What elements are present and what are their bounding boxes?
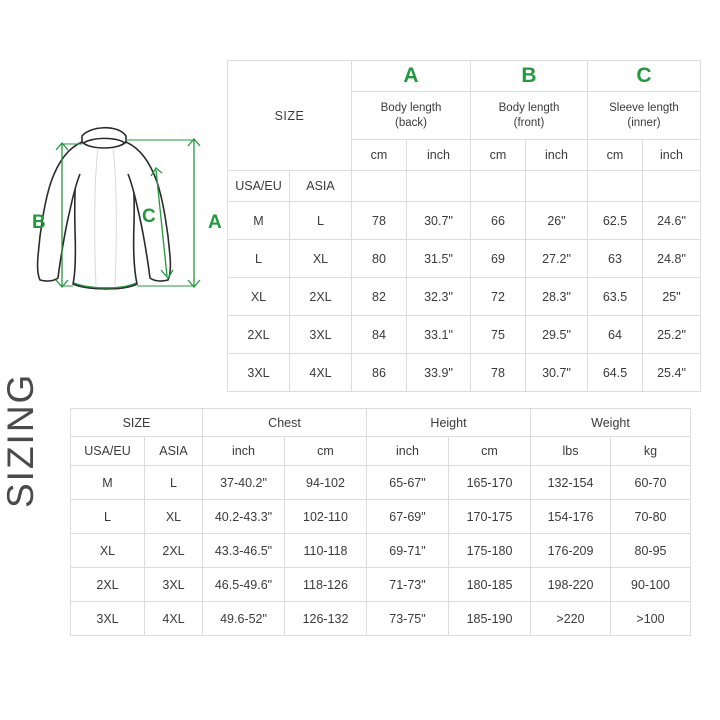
table-row	[71, 534, 691, 568]
cell: 198-220	[531, 568, 611, 602]
subheader-chest-inch: inch	[203, 437, 285, 466]
cell: 3XL	[145, 568, 203, 602]
cell: 82	[352, 278, 407, 316]
cell: 2XL	[290, 278, 352, 316]
cell: 62.5	[588, 202, 643, 240]
table-row	[228, 354, 701, 392]
header-group-height: Height	[367, 409, 531, 437]
header-desc-c-line1: Sleeve length	[609, 101, 679, 114]
cell: 27.2"	[526, 240, 588, 278]
header-letter-c: C	[588, 61, 701, 92]
cell: 180-185	[449, 568, 531, 602]
subheader-inch-a: inch	[407, 140, 471, 171]
header-desc-a	[352, 92, 471, 140]
marker-a: A	[208, 212, 222, 233]
cell: 110-118	[285, 534, 367, 568]
jersey-illustration	[18, 110, 228, 325]
cell: 64	[588, 316, 643, 354]
cell: 132-154	[531, 466, 611, 500]
cell: 2XL	[228, 316, 290, 354]
table-row	[228, 202, 701, 240]
garment-measurements-table	[227, 60, 701, 392]
cell: 170-175	[449, 500, 531, 534]
cell: 94-102	[285, 466, 367, 500]
table-header-row	[71, 409, 691, 437]
spacer-cell-3	[471, 171, 526, 202]
cell: M	[228, 202, 290, 240]
header-letter-b: B	[471, 61, 588, 92]
subheader-height-inch: inch	[367, 437, 449, 466]
cell: 24.6"	[643, 202, 701, 240]
cell: 75	[471, 316, 526, 354]
subheader-inch-c: inch	[643, 140, 701, 171]
cell: 63.5	[588, 278, 643, 316]
cell: 25"	[643, 278, 701, 316]
table-header-row	[228, 61, 701, 92]
table-row	[228, 278, 701, 316]
cell: 32.3"	[407, 278, 471, 316]
cell: 2XL	[71, 568, 145, 602]
cell: 71-73"	[367, 568, 449, 602]
cell: 84	[352, 316, 407, 354]
cell: L	[290, 202, 352, 240]
cell: 4XL	[145, 602, 203, 636]
spacer-cell-6	[643, 171, 701, 202]
cell: 25.4"	[643, 354, 701, 392]
header-desc-c-line2: (inner)	[627, 116, 661, 129]
subheader-asia: ASIA	[290, 171, 352, 202]
cell: 72	[471, 278, 526, 316]
cell: 3XL	[228, 354, 290, 392]
cell: 78	[352, 202, 407, 240]
cell: 31.5"	[407, 240, 471, 278]
cell: XL	[228, 278, 290, 316]
cell: 66	[471, 202, 526, 240]
cell: 154-176	[531, 500, 611, 534]
cell: 65-67"	[367, 466, 449, 500]
cell: 175-180	[449, 534, 531, 568]
table-subheader-row	[71, 437, 691, 466]
cell: M	[71, 466, 145, 500]
header-desc-b-line1: Body length	[498, 101, 560, 114]
subheader-cm-c: cm	[588, 140, 643, 171]
header-desc-a-line1: Body length	[380, 101, 442, 114]
cell: XL	[145, 500, 203, 534]
subheader-cm-b: cm	[471, 140, 526, 171]
table-row	[71, 500, 691, 534]
cell: 80-95	[611, 534, 691, 568]
cell: 37-40.2"	[203, 466, 285, 500]
cell: 78	[471, 354, 526, 392]
cell: 64.5	[588, 354, 643, 392]
cell: 46.5-49.6"	[203, 568, 285, 602]
table-row	[71, 602, 691, 636]
cell: L	[71, 500, 145, 534]
table-row	[228, 316, 701, 354]
cell: 165-170	[449, 466, 531, 500]
cell: 33.9"	[407, 354, 471, 392]
header-desc-c	[588, 92, 701, 140]
cell: XL	[290, 240, 352, 278]
cell: 102-110	[285, 500, 367, 534]
header-group-size: SIZE	[71, 409, 203, 437]
header-desc-b-line2: (front)	[513, 116, 545, 129]
garment-diagram	[18, 110, 228, 325]
subheader-usaeu: USA/EU	[228, 171, 290, 202]
spacer-cell-5	[588, 171, 643, 202]
cell: 28.3"	[526, 278, 588, 316]
spacer-cell-2	[407, 171, 471, 202]
cell: 118-126	[285, 568, 367, 602]
header-letter-a: A	[352, 61, 471, 92]
spacer-cell-4	[526, 171, 588, 202]
cell: 49.6-52"	[203, 602, 285, 636]
cell: 63	[588, 240, 643, 278]
marker-b: B	[32, 212, 46, 233]
subheader-asia: ASIA	[145, 437, 203, 466]
cell: L	[145, 466, 203, 500]
cell: 126-132	[285, 602, 367, 636]
cell: 185-190	[449, 602, 531, 636]
table-row	[228, 240, 701, 278]
cell: 86	[352, 354, 407, 392]
subheader-height-cm: cm	[449, 437, 531, 466]
cell: 90-100	[611, 568, 691, 602]
cell: 26"	[526, 202, 588, 240]
cell: 43.3-46.5"	[203, 534, 285, 568]
cell: 24.8"	[643, 240, 701, 278]
header-size: SIZE	[228, 61, 352, 171]
cell: 40.2-43.3"	[203, 500, 285, 534]
cell: 69-71"	[367, 534, 449, 568]
cell: 29.5"	[526, 316, 588, 354]
cell: 69	[471, 240, 526, 278]
cell: 30.7"	[407, 202, 471, 240]
subheader-chest-cm: cm	[285, 437, 367, 466]
cell: 3XL	[290, 316, 352, 354]
cell: >100	[611, 602, 691, 636]
subheader-weight-kg: kg	[611, 437, 691, 466]
header-desc-b	[471, 92, 588, 140]
body-measurements-table	[70, 408, 691, 636]
sizing-vertical-label: SIZING	[0, 372, 41, 508]
cell: 30.7"	[526, 354, 588, 392]
spacer-cell-1	[352, 171, 407, 202]
cell: >220	[531, 602, 611, 636]
cell: XL	[71, 534, 145, 568]
cell: 2XL	[145, 534, 203, 568]
cell: 176-209	[531, 534, 611, 568]
subheader-weight-lbs: lbs	[531, 437, 611, 466]
table-row	[71, 568, 691, 602]
header-group-chest: Chest	[203, 409, 367, 437]
subheader-usaeu: USA/EU	[71, 437, 145, 466]
cell: 67-69"	[367, 500, 449, 534]
cell: 80	[352, 240, 407, 278]
cell: 3XL	[71, 602, 145, 636]
marker-c: C	[142, 206, 156, 227]
cell: 70-80	[611, 500, 691, 534]
table-subheader-size-row	[228, 171, 701, 202]
cell: L	[228, 240, 290, 278]
table-row	[71, 466, 691, 500]
cell: 25.2"	[643, 316, 701, 354]
cell: 60-70	[611, 466, 691, 500]
cell: 4XL	[290, 354, 352, 392]
subheader-cm-a: cm	[352, 140, 407, 171]
cell: 33.1"	[407, 316, 471, 354]
header-group-weight: Weight	[531, 409, 691, 437]
subheader-inch-b: inch	[526, 140, 588, 171]
header-desc-a-line2: (back)	[395, 116, 427, 129]
cell: 73-75"	[367, 602, 449, 636]
